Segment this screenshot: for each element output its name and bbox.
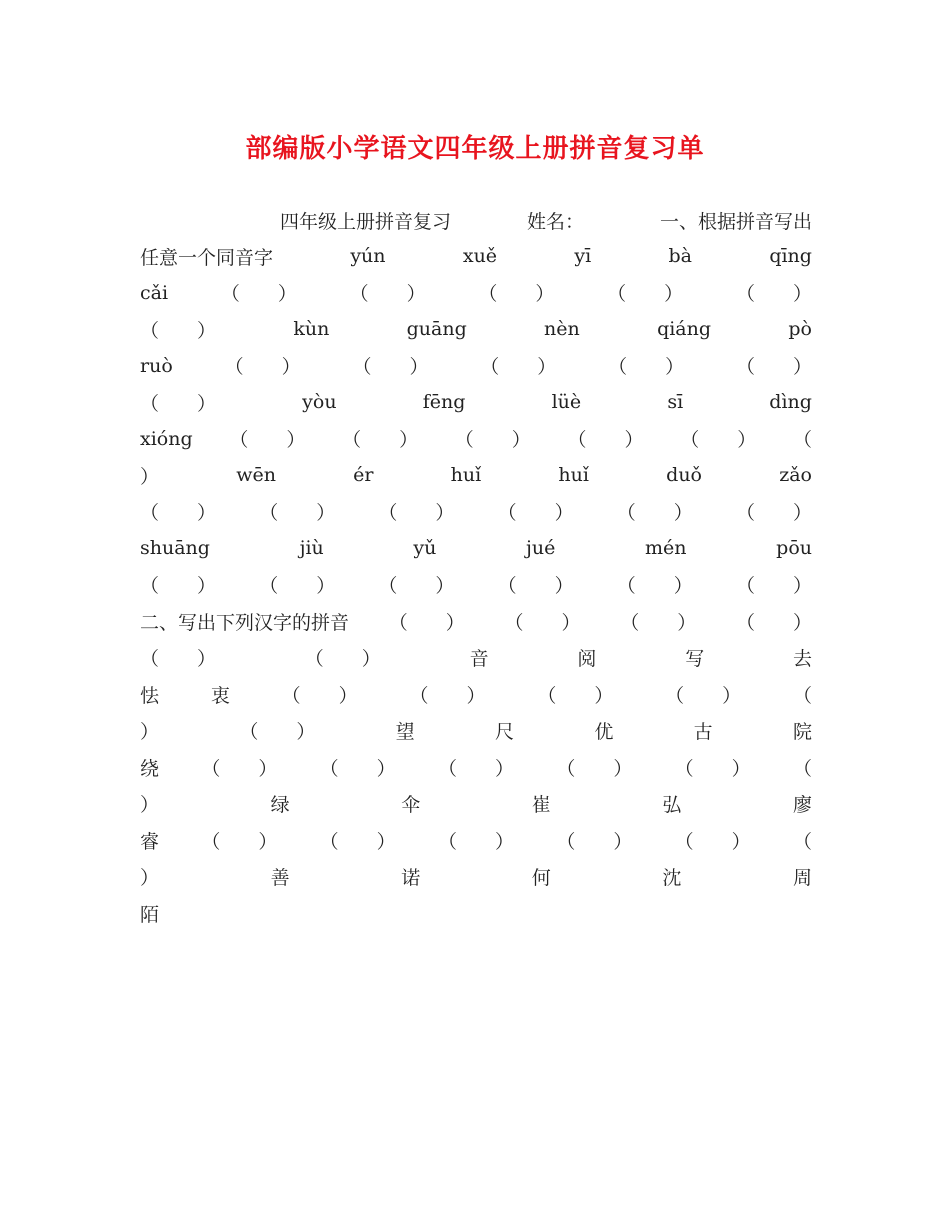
worksheet-token: 任意一个同音字 [140, 246, 274, 269]
worksheet-token: 沈 [662, 867, 682, 889]
answer-blank[interactable]: （ ） [201, 757, 278, 780]
worksheet-line [140, 822, 812, 858]
worksheet-token: jué [526, 537, 556, 559]
worksheet-line [140, 421, 812, 457]
worksheet-token: bà [668, 245, 692, 267]
answer-blank[interactable]: （ ） [616, 575, 693, 597]
worksheet-token: 阅 [577, 648, 597, 670]
worksheet-token: 尺 [494, 721, 514, 743]
answer-blank[interactable]: （ ） [229, 429, 306, 451]
section-one-heading: 一、根据拼音写出 [659, 210, 812, 233]
worksheet-token: 衷 [210, 684, 230, 707]
answer-blank[interactable]: （ ） [378, 575, 455, 597]
worksheet-token: xióng [140, 427, 193, 450]
worksheet-token: qiáng [657, 318, 712, 340]
answer-blank[interactable]: ） [140, 721, 160, 743]
answer-blank[interactable]: （ ） [454, 429, 531, 451]
answer-blank[interactable]: （ ） [480, 356, 557, 378]
worksheet-token: 二、写出下列汉字的拼音 [140, 611, 350, 634]
answer-blank[interactable]: （ [792, 757, 812, 780]
worksheet-token: ruò [140, 354, 173, 377]
answer-blank[interactable]: （ ） [140, 648, 217, 670]
worksheet-line [140, 603, 812, 639]
answer-blank[interactable]: （ ） [319, 757, 396, 780]
worksheet-line [140, 238, 812, 274]
answer-blank[interactable]: ） [140, 465, 160, 488]
page-title: 部编版小学语文四年级上册拼音复习单 [245, 134, 705, 164]
worksheet-token: guāng [406, 318, 467, 340]
worksheet-token: yī [574, 245, 592, 267]
answer-blank[interactable]: （ ） [665, 684, 742, 707]
answer-blank[interactable]: （ ） [497, 502, 574, 524]
answer-blank[interactable]: （ ） [504, 611, 581, 634]
worksheet-token: jiù [299, 537, 324, 559]
worksheet-line [140, 494, 812, 530]
worksheet-token: ér [353, 464, 374, 486]
worksheet-token: pò [788, 318, 812, 340]
worksheet-token: 弘 [662, 794, 682, 816]
answer-blank[interactable]: （ ） [567, 429, 644, 451]
answer-blank[interactable]: （ ） [497, 575, 574, 597]
answer-blank[interactable]: （ ） [352, 356, 429, 378]
answer-blank[interactable]: （ ） [735, 356, 812, 378]
answer-blank[interactable]: （ ） [620, 611, 697, 634]
answer-blank[interactable]: （ ） [140, 319, 217, 342]
worksheet-token: pōu [776, 537, 812, 559]
header-subtitle: 四年级上册拼音复习 [280, 210, 452, 233]
worksheet-line [140, 895, 812, 931]
worksheet-token: 望 [395, 721, 415, 743]
worksheet-token: huǐ [558, 464, 589, 486]
answer-blank[interactable]: （ ） [616, 502, 693, 524]
worksheet-line [140, 713, 812, 749]
answer-blank[interactable]: （ ） [735, 611, 812, 634]
answer-blank[interactable]: （ ） [556, 757, 633, 780]
answer-blank[interactable]: （ ） [388, 611, 465, 634]
answer-blank[interactable]: （ ） [735, 502, 812, 524]
answer-blank[interactable]: （ ） [259, 502, 336, 524]
answer-blank[interactable]: （ ） [140, 575, 217, 597]
worksheet-token: 陌 [140, 903, 160, 926]
answer-blank[interactable]: （ ） [409, 684, 486, 707]
answer-blank[interactable]: （ ） [437, 757, 514, 780]
worksheet-token: 诺 [401, 867, 421, 889]
worksheet-token: duǒ [666, 464, 702, 486]
worksheet-token: 去 [792, 648, 812, 670]
worksheet-token: kùn [293, 318, 330, 340]
answer-blank[interactable]: （ [792, 684, 812, 707]
answer-blank[interactable]: （ ） [220, 283, 297, 305]
worksheet-token: 伞 [401, 794, 421, 816]
answer-blank[interactable]: （ ） [201, 830, 278, 853]
answer-blank[interactable]: （ ） [349, 283, 426, 305]
answer-blank[interactable]: （ ） [239, 721, 316, 743]
worksheet-line [140, 457, 812, 493]
answer-blank[interactable]: （ ） [735, 575, 812, 597]
worksheet-token: 古 [693, 721, 713, 743]
worksheet-token: 绿 [270, 794, 290, 816]
worksheet-token: sī [667, 391, 684, 413]
worksheet-token: fēng [422, 391, 466, 413]
worksheet-line [140, 749, 812, 785]
worksheet-token: dìng [769, 391, 812, 413]
worksheet-line [140, 384, 812, 420]
worksheet-token: lüè [551, 391, 582, 413]
worksheet-line [140, 311, 812, 347]
worksheet-token: 廖 [792, 794, 812, 816]
answer-blank[interactable]: （ ） [735, 283, 812, 305]
worksheet-token: xuě [462, 245, 498, 267]
worksheet-line [140, 530, 812, 566]
answer-blank[interactable]: （ ） [342, 429, 419, 451]
worksheet-token: 绕 [140, 757, 160, 780]
answer-blank[interactable]: （ ） [674, 757, 751, 780]
answer-blank[interactable]: （ ） [556, 830, 633, 853]
answer-blank[interactable]: （ ） [607, 283, 684, 305]
name-label: 姓名： [526, 210, 584, 233]
worksheet-token: 崔 [531, 794, 551, 816]
answer-blank[interactable]: ） [140, 794, 160, 816]
answer-blank[interactable]: （ ） [140, 392, 217, 415]
worksheet-line [140, 348, 812, 384]
answer-blank[interactable]: （ ） [680, 429, 757, 451]
answer-blank[interactable]: （ ） [478, 283, 555, 305]
worksheet-line [140, 275, 812, 311]
worksheet-line [140, 640, 812, 676]
worksheet-line [140, 786, 812, 822]
worksheet-token: yǔ [413, 537, 437, 559]
worksheet-token: 怯 [140, 684, 160, 707]
worksheet-token: nèn [544, 318, 580, 340]
worksheet-line [140, 859, 812, 895]
worksheet-token: wēn [236, 464, 276, 486]
answer-blank[interactable]: （ ） [674, 830, 751, 853]
worksheet-token: 院 [792, 721, 812, 743]
worksheet-line [140, 676, 812, 712]
worksheet-token: 何 [531, 867, 551, 889]
worksheet-token: 周 [792, 867, 812, 889]
worksheet-token: cǎi [140, 281, 169, 304]
worksheet-token: 优 [594, 721, 614, 743]
answer-blank[interactable]: ） [140, 867, 160, 889]
worksheet-token: zǎo [779, 464, 812, 486]
worksheet-token: yún [350, 245, 386, 267]
worksheet-token: qīng [769, 245, 812, 267]
header-line [280, 202, 812, 238]
answer-blank[interactable]: （ ） [537, 684, 614, 707]
worksheet-token: 写 [685, 648, 705, 670]
answer-blank[interactable]: （ ） [319, 830, 396, 853]
worksheet-token: 音 [469, 648, 489, 670]
answer-blank[interactable]: （ ） [378, 502, 455, 524]
worksheet-token: shuāng [140, 537, 210, 559]
answer-blank[interactable]: （ ） [437, 830, 514, 853]
answer-blank[interactable]: （ ） [259, 575, 336, 597]
answer-blank[interactable]: （ [792, 429, 812, 451]
answer-blank[interactable]: （ ） [140, 502, 217, 524]
worksheet-token: yòu [302, 391, 337, 413]
worksheet-line [140, 567, 812, 603]
worksheet-token: huǐ [450, 464, 482, 486]
answer-blank[interactable]: （ ） [281, 684, 358, 707]
answer-blank[interactable]: （ ） [608, 356, 685, 378]
answer-blank[interactable]: （ [792, 830, 812, 853]
worksheet-token: 善 [270, 867, 290, 889]
answer-blank[interactable]: （ ） [224, 356, 301, 378]
worksheet-token: mén [645, 537, 687, 559]
worksheet-token: 睿 [140, 830, 160, 853]
answer-blank[interactable]: （ ） [304, 648, 381, 670]
